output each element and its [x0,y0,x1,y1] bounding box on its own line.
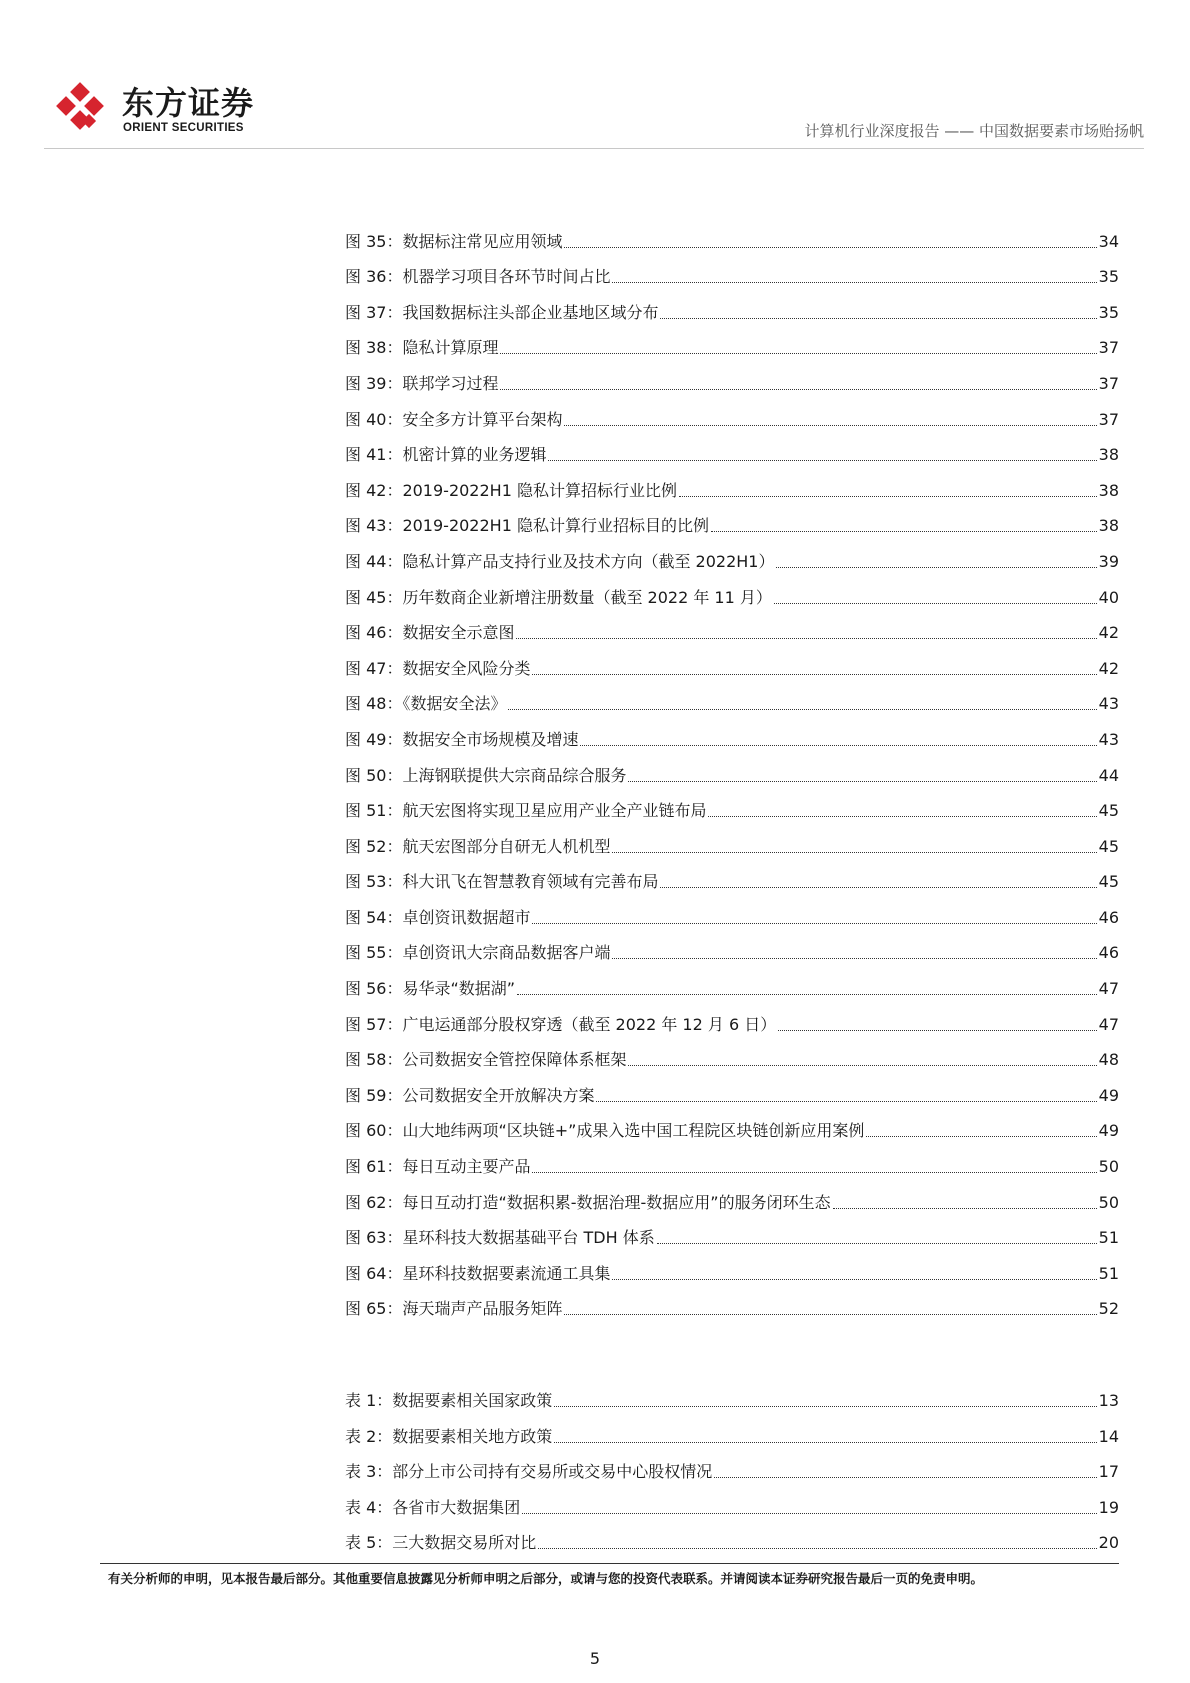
toc-entry-page: 38 [1098,445,1119,465]
orient-securities-logo [54,82,110,138]
toc-leader-dots [500,353,1096,354]
toc-entry[interactable] [345,287,1119,323]
toc-leader-dots [554,1442,1096,1443]
toc-entry-label: 图 55：卓创资讯大宗商品数据客户端 [345,943,611,963]
toc-entry[interactable] [345,999,1119,1035]
toc-entry[interactable] [345,323,1119,359]
toc-entry-label: 图 39：联邦学习过程 [345,373,499,393]
toc-entry[interactable] [345,679,1119,715]
toc-leader-dots [711,531,1097,532]
toc-leader-dots [778,1030,1096,1031]
toc-entry-page: 17 [1098,1462,1119,1482]
toc-entry[interactable] [345,786,1119,822]
toc-entry-label: 图 35：数据标注常见应用领域 [345,231,563,251]
toc-entry[interactable] [345,643,1119,679]
toc-leader-dots [628,781,1096,782]
toc-entry-page: 46 [1098,907,1119,927]
report-title: 计算机行业深度报告 —— 中国数据要素市场贻扬帆 [804,122,1144,140]
toc-entry-page: 37 [1098,409,1119,429]
figure-list [345,216,1119,1319]
toc-leader-dots [522,1513,1096,1514]
toc-entry-page: 50 [1098,1157,1119,1177]
toc-entry-label: 图 42：2019-2022H1 隐私计算招标行业比例 [345,480,677,500]
toc-entry[interactable] [345,1284,1119,1320]
toc-entry-label: 表 2：数据要素相关地方政策 [345,1426,553,1446]
toc-leader-dots [564,425,1096,426]
toc-entry-label: 图 51：航天宏图将实现卫星应用产业全产业链布局 [345,801,707,821]
toc-leader-dots [612,1279,1096,1280]
toc-entry-label: 图 47：数据安全风险分类 [345,658,531,678]
toc-entry[interactable] [345,572,1119,608]
toc-entry-page: 43 [1098,694,1119,714]
toc-entry[interactable] [345,430,1119,466]
toc-entry-page: 35 [1098,302,1119,322]
toc-entry-label: 图 65：海天瑞声产品服务矩阵 [345,1299,563,1319]
toc-entry-label: 图 43：2019-2022H1 隐私计算行业招标目的比例 [345,516,709,536]
toc-entry-page: 47 [1098,1014,1119,1034]
toc-entry[interactable] [345,216,1119,252]
toc-entry-page: 20 [1098,1533,1119,1553]
toc-entry[interactable] [345,821,1119,857]
toc-entry-label: 图 50：上海钢联提供大宗商品综合服务 [345,765,627,785]
toc-entry-page: 13 [1098,1391,1119,1410]
toc-entry-page: 38 [1098,516,1119,536]
toc-entry[interactable] [345,963,1119,999]
toc-leader-dots [774,603,1097,604]
toc-leader-dots [714,1477,1096,1478]
toc-leader-dots [517,994,1097,995]
toc-entry[interactable] [345,1035,1119,1071]
toc-entry-label: 图 60：山大地纬两项“区块链+”成果入选中国工程院区块链创新应用案例 [345,1121,865,1141]
toc-entry-label: 图 57：广电运通部分股权穿透（截至 2022 年 12 月 6 日） [345,1014,777,1034]
toc-entry-label: 图 44：隐私计算产品支持行业及技术方向（截至 2022H1） [345,551,775,571]
toc-leader-dots [532,1172,1096,1173]
toc-leader-dots [548,460,1096,461]
toc-entry[interactable] [345,1213,1119,1249]
toc-leader-dots [660,887,1096,888]
toc-entry-label: 图 59：公司数据安全开放解决方案 [345,1085,595,1105]
toc-entry[interactable] [345,536,1119,572]
toc-entry-label: 图 53：科大讯飞在智慧教育领域有完善布局 [345,872,659,892]
toc-entry-label: 图 58：公司数据安全管控保障体系框架 [345,1050,627,1070]
toc-entry-page: 48 [1098,1050,1119,1070]
toc-entry-page: 44 [1098,765,1119,785]
toc-entry[interactable] [345,1411,1119,1447]
toc-leader-dots [532,674,1096,675]
toc-entry-page: 40 [1098,587,1119,607]
toc-entry-page: 49 [1098,1121,1119,1141]
toc-entry-label: 图 56：易华录“数据湖” [345,979,516,999]
toc-leader-dots [516,638,1096,639]
toc-leader-dots [564,247,1096,248]
toc-entry[interactable] [345,465,1119,501]
toc-entry-page: 52 [1098,1299,1119,1319]
toc-entry-page: 42 [1098,658,1119,678]
toc-entry-label: 图 40：安全多方计算平台架构 [345,409,563,429]
toc-entry-label: 表 1：数据要素相关国家政策 [345,1391,553,1410]
toc-entry[interactable] [345,1106,1119,1142]
toc-entry[interactable] [345,928,1119,964]
toc-entry[interactable] [345,1375,1119,1411]
toc-leader-dots [833,1208,1097,1209]
toc-entry[interactable] [345,1518,1119,1554]
toc-leader-dots [776,567,1096,568]
toc-entry[interactable] [345,1177,1119,1213]
toc-entry-page: 14 [1098,1426,1119,1446]
toc-leader-dots [660,318,1096,319]
toc-entry-label: 图 46：数据安全示意图 [345,623,515,643]
toc-leader-dots [612,958,1096,959]
table-of-contents [345,216,1119,1553]
toc-entry-page: 46 [1098,943,1119,963]
toc-leader-dots [580,745,1096,746]
toc-entry[interactable] [345,394,1119,430]
toc-entry[interactable] [345,608,1119,644]
toc-entry-label: 图 41：机密计算的业务逻辑 [345,445,547,465]
toc-entry-page: 35 [1098,267,1119,287]
toc-entry-page: 45 [1098,872,1119,892]
toc-entry-label: 表 4：各省市大数据集团 [345,1497,521,1517]
toc-leader-dots [532,923,1096,924]
toc-entry[interactable] [345,1482,1119,1518]
toc-entry[interactable] [345,892,1119,928]
toc-entry-label: 图 48：《数据安全法》 [345,694,507,714]
toc-leader-dots [508,709,1096,710]
toc-leader-dots [564,1314,1096,1315]
toc-entry-page: 42 [1098,623,1119,643]
brand-name-cn: 东方证券 [122,84,255,122]
toc-entry-page: 45 [1098,801,1119,821]
toc-entry[interactable] [345,750,1119,786]
toc-leader-dots [554,1406,1096,1407]
toc-entry-page: 19 [1098,1497,1119,1517]
toc-entry[interactable] [345,1447,1119,1483]
toc-entry-page: 51 [1098,1228,1119,1248]
toc-entry-page: 47 [1098,979,1119,999]
logo-diamond-icon [56,82,104,130]
toc-entry-page: 49 [1098,1085,1119,1105]
toc-entry-label: 图 61：每日互动主要产品 [345,1157,531,1177]
toc-leader-dots [500,389,1096,390]
toc-entry-page: 37 [1098,373,1119,393]
toc-entry-label: 表 5：三大数据交易所对比 [345,1533,537,1553]
table-list [345,1375,1119,1553]
header-divider [44,148,1144,149]
toc-entry-page: 45 [1098,836,1119,856]
toc-entry-label: 图 54：卓创资讯数据超市 [345,907,531,927]
toc-leader-dots [612,852,1096,853]
toc-leader-dots [657,1243,1097,1244]
toc-entry-label: 图 64：星环科技数据要素流通工具集 [345,1263,611,1283]
page-number: 5 [589,1649,601,1668]
disclaimer-text: 有关分析师的申明，见本报告最后部分。其他重要信息披露见分析师申明之后部分，或请与您的投资代表联系。并请阅读本证券研究报告最后一页的免责申明。 [108,1571,984,1586]
toc-entry-label: 图 38：隐私计算原理 [345,338,499,358]
toc-entry-page: 37 [1098,338,1119,358]
footer-divider [100,1563,1119,1564]
toc-entry-label: 图 63：星环科技大数据基础平台 TDH 体系 [345,1228,655,1248]
toc-leader-dots [708,816,1096,817]
toc-entry-page: 39 [1098,551,1119,571]
toc-leader-dots [628,1065,1096,1066]
toc-entry-page: 50 [1098,1192,1119,1212]
toc-entry-label: 图 52：航天宏图部分自研无人机机型 [345,836,611,856]
toc-leader-dots [538,1548,1096,1549]
toc-leader-dots [596,1101,1096,1102]
toc-entry-label: 图 36：机器学习项目各环节时间占比 [345,267,611,287]
toc-entry[interactable] [345,714,1119,750]
toc-entry-page: 34 [1098,231,1119,251]
toc-entry-label: 表 3：部分上市公司持有交易所或交易中心股权情况 [345,1462,713,1482]
brand-name-en: ORIENT SECURITIES [123,122,244,134]
toc-entry-page: 51 [1098,1263,1119,1283]
toc-entry[interactable] [345,252,1119,288]
toc-leader-dots [679,496,1097,497]
toc-leader-dots [612,282,1096,283]
page-header [44,72,1144,144]
toc-entry-page: 43 [1098,729,1119,749]
toc-entry[interactable] [345,501,1119,537]
toc-entry[interactable] [345,1070,1119,1106]
toc-entry-label: 图 37：我国数据标注头部企业基地区域分布 [345,302,659,322]
toc-entry-label: 图 49：数据安全市场规模及增速 [345,729,579,749]
toc-entry[interactable] [345,358,1119,394]
toc-leader-dots [866,1136,1096,1137]
toc-entry-page: 38 [1098,480,1119,500]
toc-entry[interactable] [345,857,1119,893]
toc-entry[interactable] [345,1141,1119,1177]
section-gap [345,1319,1119,1375]
toc-entry-label: 图 62：每日互动打造“数据积累-数据治理-数据应用”的服务闭环生态 [345,1192,831,1212]
toc-entry-label: 图 45：历年数商企业新增注册数量（截至 2022 年 11 月） [345,587,772,607]
toc-entry[interactable] [345,1248,1119,1284]
